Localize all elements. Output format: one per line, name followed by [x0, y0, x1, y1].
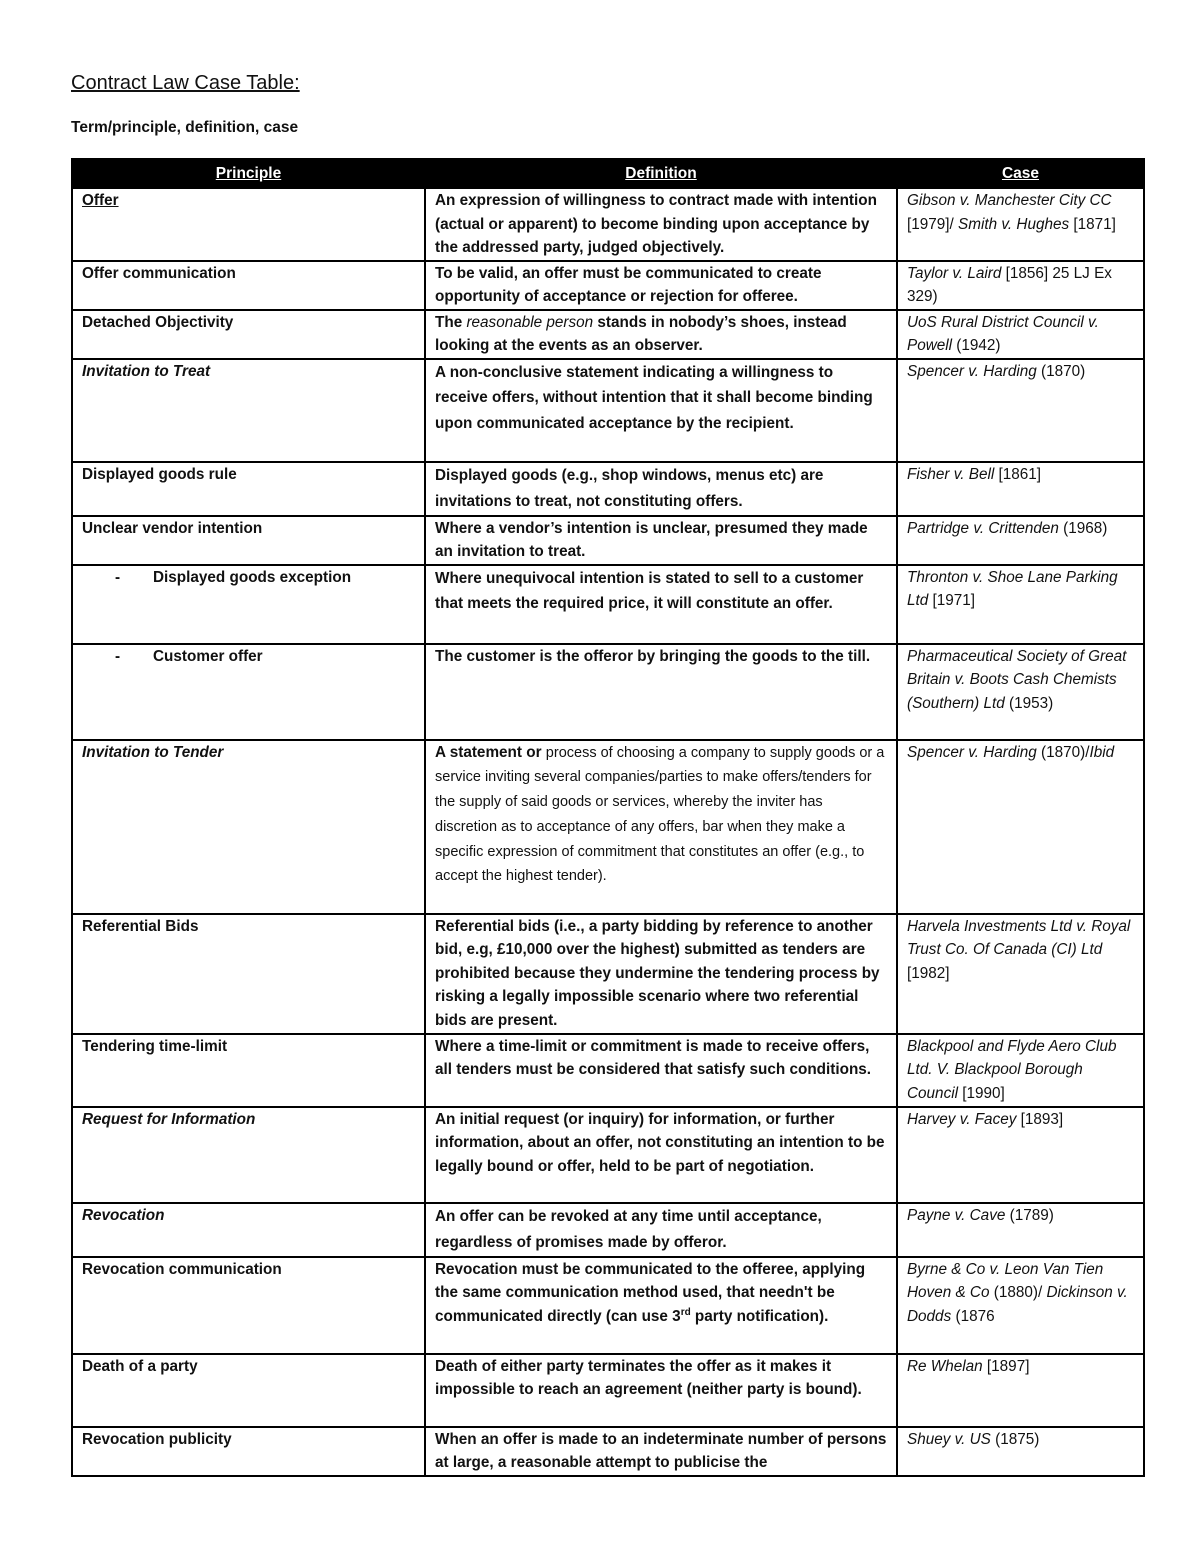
case-name: Pharmaceutical Society of Great Britain v. Boots Cash Chemists (Southern) Ltd	[907, 647, 1127, 712]
case-citation: [1856] 25 LJ Ex 329)	[907, 264, 1112, 305]
case-citation: [1982]	[907, 964, 950, 982]
case-citation: (1953)	[1004, 694, 1054, 712]
definition-cell: Where a vendor’s intention is unclear, presumed they made an invitation to treat.	[425, 516, 897, 565]
page-subtitle: Term/principle, definition, case	[71, 119, 299, 136]
table-row	[72, 1354, 1144, 1427]
dash-marker: -	[115, 568, 121, 586]
principle-cell	[72, 644, 425, 740]
definition-text: process of choosing a company to supply goods or a service inviting several companies/parties to make offers/tenders for the supply of said goods or services, whereby the inviter has discretion as to acceptance of any offers, bar when they make a specific expression of commitment that constitutes an offer (e.g., to accept the highest tender).	[435, 744, 885, 885]
principle-cell: Death of a party	[72, 1354, 425, 1427]
table-row	[72, 1107, 1144, 1203]
case-name: Fisher v. Bell	[907, 465, 995, 483]
principle-cell: Revocation communication	[72, 1257, 425, 1354]
case-citation: (1789)	[1005, 1206, 1054, 1224]
case-citation: (1942)	[952, 337, 1001, 354]
case-cell	[897, 1034, 1144, 1107]
table-row	[72, 1427, 1144, 1476]
case-cell	[897, 516, 1144, 565]
case-name: Spencer v. Harding	[907, 743, 1037, 761]
case-cell	[897, 462, 1144, 516]
principle-cell: Displayed goods rule	[72, 462, 425, 516]
principle-cell: Tendering time-limit	[72, 1034, 425, 1107]
definition-cell: Where a time-limit or commitment is made to receive offers, all tenders must be considered that satisfy such conditions.	[425, 1034, 897, 1107]
dash-marker: -	[115, 647, 121, 665]
case-name: Thronton v. Shoe Lane Parking Ltd	[907, 568, 1118, 609]
case-name: Spencer v. Harding	[907, 362, 1037, 380]
principle-cell: Offer	[72, 188, 425, 261]
case-cell	[897, 740, 1144, 914]
case-name: Shuey v. US	[907, 1430, 991, 1448]
definition-cell: Death of either party terminates the offer as it makes it impossible to reach an agreement (neither party is bound).	[425, 1354, 897, 1427]
case-name: Partridge v. Crittenden	[907, 519, 1059, 537]
case-citation: (1870)/	[1036, 743, 1090, 761]
case-cell	[897, 310, 1144, 359]
case-cell	[897, 261, 1144, 310]
case-name: Taylor v. Laird	[907, 264, 1002, 282]
case-citation: [1871]	[1069, 215, 1116, 233]
case-cell	[897, 1257, 1144, 1354]
table-row	[72, 359, 1144, 462]
table-row	[72, 261, 1144, 310]
case-name: UoS Rural District Council v. Powell	[907, 313, 1099, 354]
principle-label: Displayed goods exception	[153, 568, 352, 586]
case-citation: (1875)	[990, 1430, 1040, 1448]
case-name: Ibid	[1089, 743, 1115, 761]
principle-cell: Revocation	[72, 1203, 425, 1257]
case-citation: (1880)/	[989, 1284, 1047, 1301]
principle-cell	[72, 565, 425, 644]
definition-cell: Displayed goods (e.g., shop windows, menus etc) are invitations to treat, not constituting offers.	[425, 462, 897, 516]
definition-cell: A non-conclusive statement indicating a willingness to receive offers, without intention that it shall become binding upon communicated acceptance by the recipient.	[425, 359, 897, 462]
case-citation: (1870)	[1036, 362, 1086, 380]
case-citation: [1893]	[1016, 1110, 1064, 1128]
definition-text: stands in nobody’s shoes, instead looking at the events as an observer.	[435, 313, 847, 354]
definition-cell: An expression of willingness to contract made with intention (actual or apparent) to become binding upon acceptance by the addressed party, judged objectively.	[425, 188, 897, 261]
case-cell	[897, 1427, 1144, 1476]
header-principle: Principle	[72, 159, 425, 188]
page-title: Contract Law Case Table:	[71, 72, 300, 94]
case-name: Dickinson v. Dodds	[907, 1284, 1128, 1325]
case-citation: [1861]	[994, 465, 1042, 483]
case-citation: (1876	[951, 1307, 995, 1325]
sub-item	[82, 645, 416, 669]
principle-cell: Invitation to Treat	[72, 359, 425, 462]
sub-item	[82, 566, 416, 590]
table-row	[72, 1203, 1144, 1257]
table-row	[72, 644, 1144, 740]
definition-cell: Where unequivocal intention is stated to sell to a customer that meets the required price, it will constitute an offer.	[425, 565, 897, 644]
case-cell	[897, 1354, 1144, 1427]
case-cell	[897, 565, 1144, 644]
definition-cell	[425, 310, 897, 359]
table-header-row	[72, 159, 1144, 188]
principle-cell: Revocation publicity	[72, 1427, 425, 1476]
table-row	[72, 565, 1144, 644]
case-table	[71, 158, 1145, 1477]
definition-emphasis: reasonable person	[466, 313, 594, 331]
definition-cell: The customer is the offeror by bringing the goods to the till.	[425, 644, 897, 740]
principle-cell: Detached Objectivity	[72, 310, 425, 359]
principle-label: Customer offer	[153, 647, 263, 665]
case-cell	[897, 1107, 1144, 1203]
case-citation: [1979]/	[907, 215, 959, 233]
case-cell	[897, 1203, 1144, 1257]
table-row	[72, 188, 1144, 261]
principle-cell: Offer communication	[72, 261, 425, 310]
table-row	[72, 1034, 1144, 1107]
table-row	[72, 310, 1144, 359]
header-definition: Definition	[425, 159, 897, 188]
case-name: Smith v. Hughes	[958, 215, 1070, 233]
definition-text: party notification).	[690, 1307, 829, 1325]
header-case: Case	[897, 159, 1144, 188]
case-name: Byrne & Co v. Leon Van Tien Hoven & Co	[907, 1260, 1104, 1301]
definition-superscript: rd	[680, 1306, 691, 1318]
definition-cell: An offer can be revoked at any time until acceptance, regardless of promises made by offeror.	[425, 1203, 897, 1257]
principle-cell: Referential Bids	[72, 914, 425, 1034]
definition-cell	[425, 1257, 897, 1354]
case-cell	[897, 188, 1144, 261]
case-citation: [1897]	[982, 1357, 1030, 1375]
case-name: Harvela Investments Ltd v. Royal Trust Co. Of Canada (CI) Ltd	[907, 917, 1131, 958]
definition-cell: An initial request (or inquiry) for information, or further information, about an offer, not constituting an intention to be legally bound or offer, held to be part of negotiation.	[425, 1107, 897, 1203]
definition-cell: To be valid, an offer must be communicated to create opportunity of acceptance or rejection for offeree.	[425, 261, 897, 310]
principle-cell: Invitation to Tender	[72, 740, 425, 914]
case-name: Gibson v. Manchester City CC	[907, 192, 1112, 209]
case-cell	[897, 359, 1144, 462]
table-row	[72, 462, 1144, 516]
case-cell	[897, 914, 1144, 1034]
case-citation: (1968)	[1058, 519, 1108, 537]
definition-text: A statement or	[435, 743, 546, 761]
case-cell	[897, 644, 1144, 740]
case-citation: [1971]	[928, 592, 976, 609]
principle-cell: Unclear vendor intention	[72, 516, 425, 565]
definition-text: Revocation must be communicated to the offeree, applying the same communication method used, that needn't be communicated directly (can use 3	[435, 1260, 866, 1325]
table-row	[72, 1257, 1144, 1354]
case-name: Re Whelan	[907, 1357, 983, 1375]
table-row	[72, 516, 1144, 565]
case-name: Payne v. Cave	[907, 1206, 1006, 1224]
table-row	[72, 740, 1144, 914]
definition-cell: Referential bids (i.e., a party bidding by reference to another bid, e.g, £10,000 over the highest) submitted as tenders are prohibited because they undermine the tendering process by risking a legally impossible scenario where two referential bids are present.	[425, 914, 897, 1034]
definition-cell: When an offer is made to an indeterminate number of persons at large, a reasonable attempt to publicise the	[425, 1427, 897, 1476]
case-name: Blackpool and Flyde Aero Club Ltd. V. Blackpool Borough Council	[907, 1037, 1117, 1102]
definition-cell	[425, 740, 897, 914]
principle-cell: Request for Information	[72, 1107, 425, 1203]
case-citation: [1990]	[958, 1084, 1005, 1102]
table-row	[72, 914, 1144, 1034]
case-name: Harvey v. Facey	[907, 1110, 1017, 1128]
definition-text: The	[435, 313, 467, 331]
